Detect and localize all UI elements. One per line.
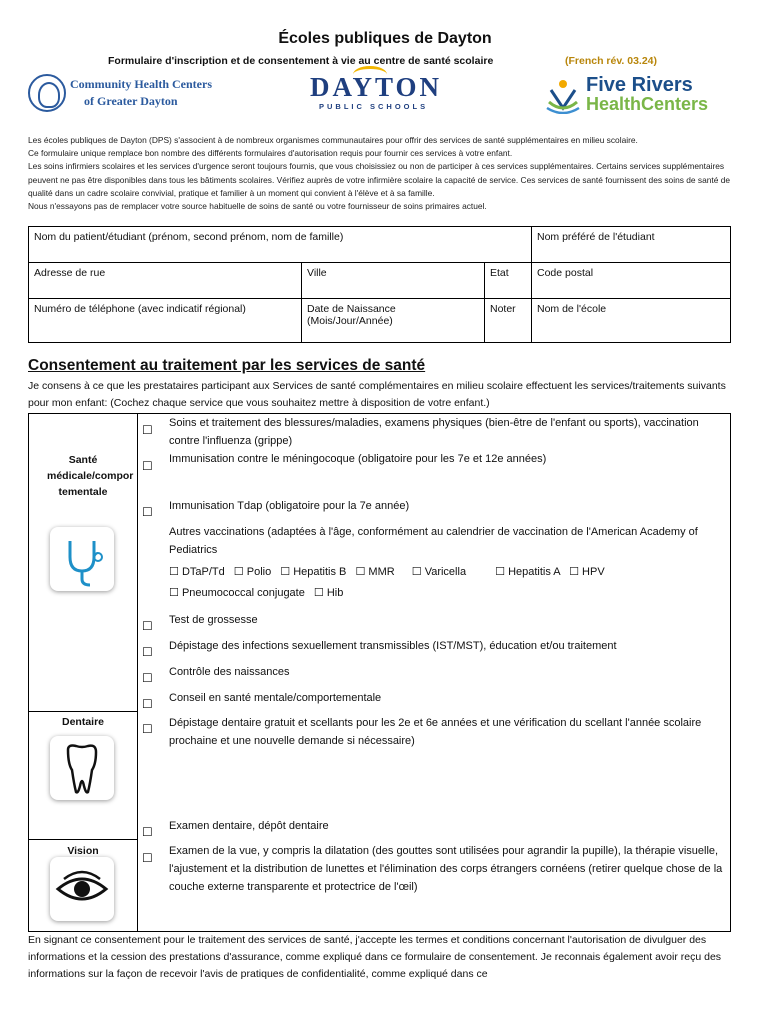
fiverivers-logo: [545, 74, 715, 118]
intro-paragraph: Les écoles publiques de Dayton (DPS) s'associent à de nombreux organismes communautaires pour offrir des services de santé supplémentaires en milieu scolaire.: [28, 135, 638, 145]
category-medical: Santé médicale/compor tementale: [47, 454, 134, 498]
fiverivers-figure-icon: [545, 78, 581, 114]
vaccine-dtap: DTaP/Td: [181, 566, 225, 578]
checkbox-dental-screening[interactable]: ☐: [142, 722, 153, 736]
category-vision: Vision: [67, 845, 99, 857]
checkbox-hib[interactable]: ☐: [313, 587, 324, 599]
checkbox-pregnancy-test[interactable]: ☐: [142, 619, 153, 633]
intro-paragraph: Ce formulaire unique remplace bon nombre des différents formulaires d'autorisation requis pour fournir ces services à votre enfant.: [28, 148, 513, 159]
city-field[interactable]: [302, 263, 485, 299]
eye-icon: [50, 857, 114, 921]
vaccine-hib: Hib: [326, 587, 344, 599]
fiverivers-logo-line2: HealthCenters: [586, 94, 709, 114]
service-dental-screening: Dépistage dentaire gratuit et scellants pour les 2e et 6e années et une vérification du scellant l'année scolaire prochaine et une nouvelle demande si nécessaire): [169, 717, 702, 747]
service-sti-screening: Dépistage des infections sexuellement transmissibles (IST/MST), éducation et/ou traitement: [169, 640, 617, 652]
intro-paragraph: Nous n'essayons pas de remplacer votre source habituelle de soins de santé ou votre fournisseur de soins primaires actuel.: [28, 201, 487, 212]
checkbox-mmr[interactable]: ☐: [355, 566, 366, 578]
checkbox-meningococcal[interactable]: ☐: [142, 459, 153, 473]
school-label: Nom de l'école: [537, 303, 607, 315]
category-divider: [29, 711, 137, 712]
checkbox-pneumococcal[interactable]: ☐: [169, 587, 179, 599]
vaccine-options-row1: [169, 563, 724, 581]
service-other-vaccines: Autres vaccinations (adaptées à l'âge, conformément au calendrier de vaccination de l'American Academy of Pediatrics: [169, 526, 698, 556]
zip-field[interactable]: [532, 263, 731, 299]
dayton-logo: [305, 72, 443, 114]
revision-label: (French rév. 03.24): [565, 55, 658, 67]
dayton-logo-word: DAYTON: [310, 72, 443, 102]
dayton-logo-sub: PUBLIC SCHOOLS: [319, 102, 429, 111]
intro-paragraph: Les soins infirmiers scolaires et les services d'urgence seront toujours fournis, que vous choisissiez ou non de participer à ces services supplémentaires. Certains services supplémentaires peuvent ne pas être disponibles dans tous les bâtiments scolaires. Vérifiez auprès de votre infirmière scolaire la capacité de service. Ces services de santé fournissent des soins de santé de qualité dans un cadre scolaire convivial, pratique et familier à un moment qui convient à l'élève et à sa famille.: [28, 161, 731, 198]
category-column: [29, 414, 138, 931]
fiverivers-logo-line1: Five Rivers: [586, 74, 693, 96]
checkbox-sti-screening[interactable]: ☐: [142, 645, 153, 659]
vaccine-hepatitis-a: Hepatitis A: [508, 566, 561, 578]
chc-logo-line1: Community Health Centers: [70, 77, 212, 91]
chc-emblem-icon: [28, 74, 66, 112]
chc-logo: [28, 74, 212, 114]
state-field[interactable]: [485, 263, 532, 299]
checkbox-eye-exam[interactable]: ☐: [142, 851, 153, 865]
dob-label: Date de Naissance (Mois/Jour/Année): [307, 303, 396, 327]
category-dental: Dentaire: [61, 716, 104, 728]
vaccine-hepatitis-b: Hepatitis B: [293, 566, 347, 578]
checkbox-mental-health[interactable]: ☐: [142, 697, 153, 711]
school-field[interactable]: [532, 299, 731, 343]
consent-heading: Consentement au traitement par les services de santé: [28, 357, 426, 374]
vaccine-varicella: Varicella: [424, 566, 467, 578]
patient-name-label: Nom du patient/étudiant (prénom, second prénom, nom de famille): [34, 231, 344, 243]
checkbox-hepatitis-b[interactable]: ☐: [280, 566, 291, 578]
vaccine-pneumococcal: Pneumococcal conjugate: [181, 587, 305, 599]
service-meningococcal: Immunisation contre le méningocoque (obligatoire pour les 7e et 12e années): [169, 453, 547, 465]
preferred-name-field[interactable]: [532, 227, 731, 263]
checkbox-dtap[interactable]: ☐: [169, 566, 179, 578]
patient-name-field[interactable]: [29, 227, 532, 263]
signature-statement: En signant ce consentement pour le traitement des services de santé, j'accepte les termes et conditions concernant l'autorisation de divulguer des informations et la cession des prestations d'assurance, comme expliqué dans ce formulaire de consentement. Je reconnais également avoir reçu des informations sur la façon de recevoir l'avis de pratiques de confidentialité, comme expliqué dans ce: [28, 934, 722, 980]
form-subtitle: Formulaire d'inscription et de consentement à vie au centre de santé scolaire: [108, 55, 494, 67]
service-dental-exam: Examen dentaire, dépôt dentaire: [169, 820, 329, 832]
service-tdap: Immunisation Tdap (obligatoire pour la 7e année): [169, 500, 410, 512]
preferred-name-label: Nom préféré de l'étudiant: [537, 231, 655, 243]
vaccine-options-row2: [169, 584, 724, 602]
vaccine-mmr: MMR: [368, 566, 395, 578]
vaccine-polio: Polio: [246, 566, 272, 578]
checkbox-hepatitis-a[interactable]: ☐: [495, 566, 505, 578]
state-label: Etat: [490, 267, 509, 279]
tooth-icon: [50, 736, 114, 800]
zip-label: Code postal: [537, 267, 594, 279]
service-injury-care: Soins et traitement des blessures/maladies, examens physiques (bien-être de l'enfant ou sports), vaccination contre l'influenza (grippe): [169, 417, 699, 447]
service-birth-control: Contrôle des naissances: [169, 666, 290, 678]
grade-label: Noter: [490, 303, 516, 315]
intro-text: [28, 134, 733, 213]
street-field[interactable]: [29, 263, 302, 299]
checkbox-varicella[interactable]: ☐: [411, 566, 422, 578]
checkbox-tdap[interactable]: ☐: [142, 505, 153, 519]
street-label: Adresse de rue: [34, 267, 106, 279]
checkbox-dental-exam[interactable]: ☐: [142, 825, 153, 839]
service-mental-health: Conseil en santé mentale/comportementale: [169, 692, 382, 704]
phone-field[interactable]: [29, 299, 302, 343]
services-table: [28, 413, 731, 932]
chc-logo-line2: of Greater Dayton: [84, 94, 178, 108]
page-title: Écoles publiques de Dayton: [278, 30, 492, 47]
dob-field[interactable]: [302, 299, 485, 343]
grade-field[interactable]: [485, 299, 532, 343]
service-pregnancy-test: Test de grossesse: [169, 614, 258, 626]
checkbox-birth-control[interactable]: ☐: [142, 671, 153, 685]
patient-info-table: [28, 226, 731, 343]
checkbox-injury-care[interactable]: ☐: [142, 423, 153, 437]
vaccine-hpv: HPV: [582, 566, 605, 578]
service-eye-exam: Examen de la vue, y compris la dilatation (des gouttes sont utilisées pour agrandir la pupille), la thérapie visuelle, l'ajustement et la distribution de lunettes et l'élimination des corps étrangers cornéens (retirer quelque chose de la couche externe transparente et protectrice de l'œil): [169, 845, 723, 893]
checkbox-hpv[interactable]: ☐: [569, 566, 579, 578]
stethoscope-icon: [50, 527, 114, 591]
checkbox-polio[interactable]: ☐: [233, 566, 244, 578]
consent-intro: Je consens à ce que les prestataires participant aux Services de santé complémentaires en milieu scolaire effectuent les services/traitements suivants pour mon enfant: (Cochez chaque service que vous souhaitez mettre à disposition de votre enfant.): [28, 380, 726, 409]
phone-label: Numéro de téléphone (avec indicatif régional): [34, 303, 246, 315]
city-label: Ville: [307, 267, 327, 279]
category-divider: [29, 839, 137, 840]
